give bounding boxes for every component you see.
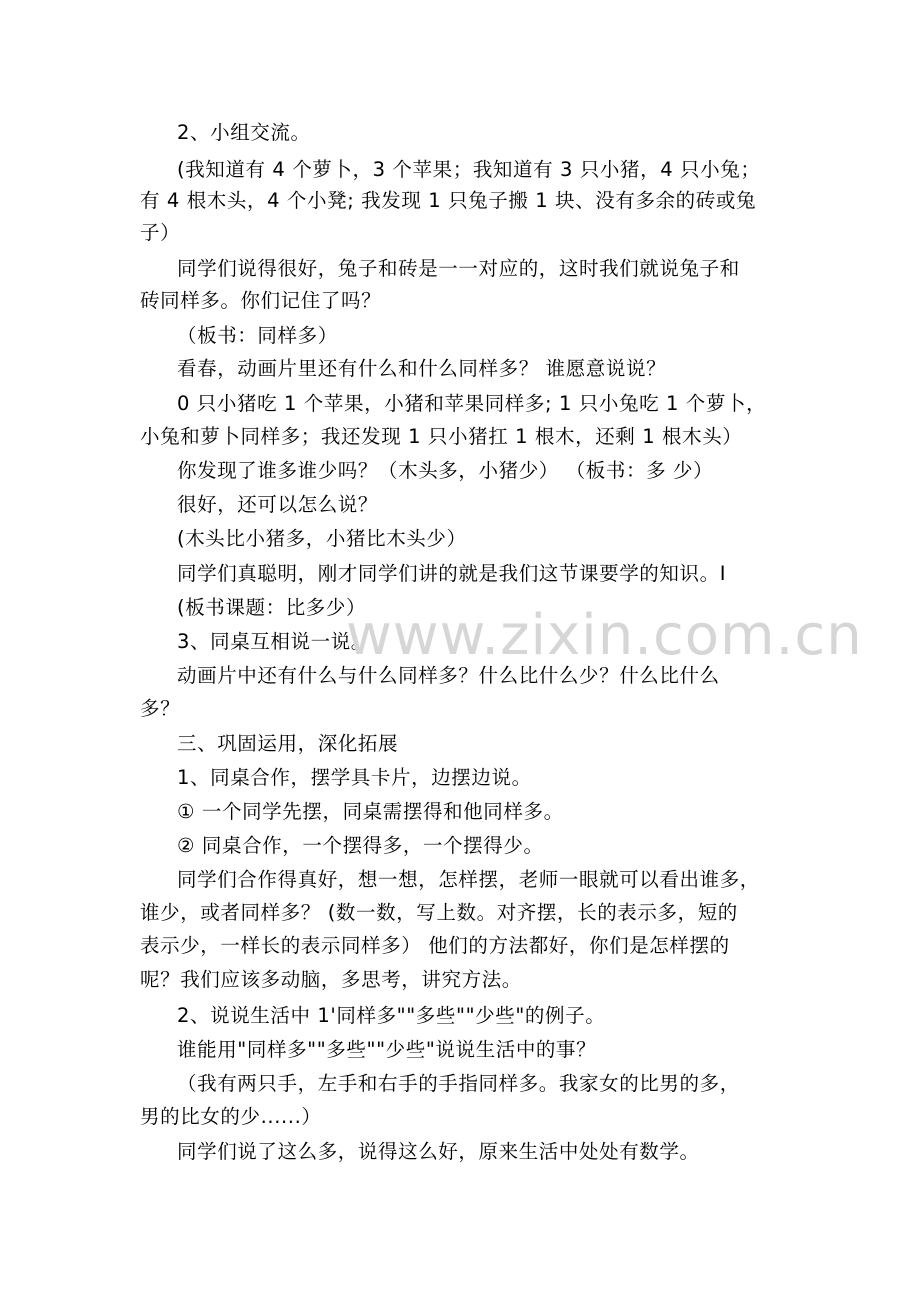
- paragraph-line: 三、巩固运用，深化拓展: [177, 732, 399, 755]
- paragraph-line: 呢？我们应该多动脑，多思考，讲究方法。: [140, 968, 522, 991]
- paragraph-line: 谁少，或者同样多？ (数一数，写上数。对齐摆，长的表示多，短的: [140, 901, 738, 924]
- paragraph-line: （我有两只手，左手和右手的手指同样多。我家女的比男的多，: [177, 1072, 740, 1095]
- paragraph-line: 2、小组交流。: [177, 121, 311, 144]
- watermark: www.zixin.com.cn: [346, 603, 863, 668]
- paragraph-line: 有 4 根木头，4 个小凳; 我发现 1 只兔子搬 1 块、没有多余的砖或兔: [140, 189, 757, 212]
- paragraph-line: 0 只小猪吃 1 个苹果，小猪和苹果同样多; 1 只小兔吃 1 个萝卜，: [177, 392, 767, 415]
- paragraph-line: 子）: [140, 221, 181, 244]
- paragraph-line: (木头比小猪多，小猪比木头少）: [177, 527, 467, 550]
- paragraph-line: 同学们合作得真好，想一想，怎样摆，老师一眼就可以看出谁多，: [177, 868, 760, 891]
- paragraph-line: 3、同桌互相说一说。: [177, 630, 371, 653]
- paragraph-line: 很好，还可以怎么说？: [177, 493, 379, 516]
- paragraph-line: 看春，动画片里还有什么和什么同样多？ 谁愿意说说？: [177, 357, 667, 380]
- paragraph-line: 多？: [140, 697, 181, 720]
- paragraph-line: 砖同样多。你们记住了吗？: [140, 289, 382, 312]
- paragraph-line: 谁能用"同样多""多些""少些"说说生活中的事？: [177, 1038, 597, 1061]
- paragraph-line: 1、同桌合作，摆学具卡片，边摆边说。: [177, 766, 532, 789]
- paragraph-line: 男的比女的少......）: [140, 1105, 322, 1128]
- paragraph-line: 你发现了谁多谁少吗？（木头多，小猪少） （板书：多 少）: [177, 459, 714, 482]
- paragraph-line: (我知道有 4 个萝卜，3 个苹果；我知道有 3 只小猪，4 只小兔；: [177, 158, 761, 181]
- paragraph-line: 同学们说得很好，兔子和砖是一一对应的，这时我们就说兔子和: [177, 257, 740, 280]
- paragraph-line: ① 一个同学先摆，同桌需摆得和他同样多。: [177, 800, 564, 823]
- paragraph-line: （板书：同样多）: [177, 324, 338, 347]
- paragraph-line: 表示少，一样长的表示同样多） 他们的方法都好，你们是怎样摆的: [140, 934, 730, 957]
- paragraph-line: 2、说说生活中 1'同样多""多些""少些"的例子。: [177, 1004, 606, 1027]
- paragraph-line: (板书课题：比多少）: [177, 596, 367, 619]
- paragraph-line: 同学们真聪明，刚才同学们讲的就是我们这节课要学的知识。I: [177, 562, 727, 585]
- paragraph-line: ② 同桌合作，一个摆得多，一个摆得少。: [177, 834, 544, 857]
- paragraph-line: 小兔和萝卜同样多；我还发现 1 只小猪扛 1 根木，还剩 1 根木头）: [140, 425, 743, 448]
- paragraph-line: 同学们说了这么多，说得这么好，原来生活中处处有数学。: [177, 1140, 700, 1163]
- paragraph-line: 动画片中还有什么与什么同样多？什么比什么少？什么比什么: [177, 664, 720, 687]
